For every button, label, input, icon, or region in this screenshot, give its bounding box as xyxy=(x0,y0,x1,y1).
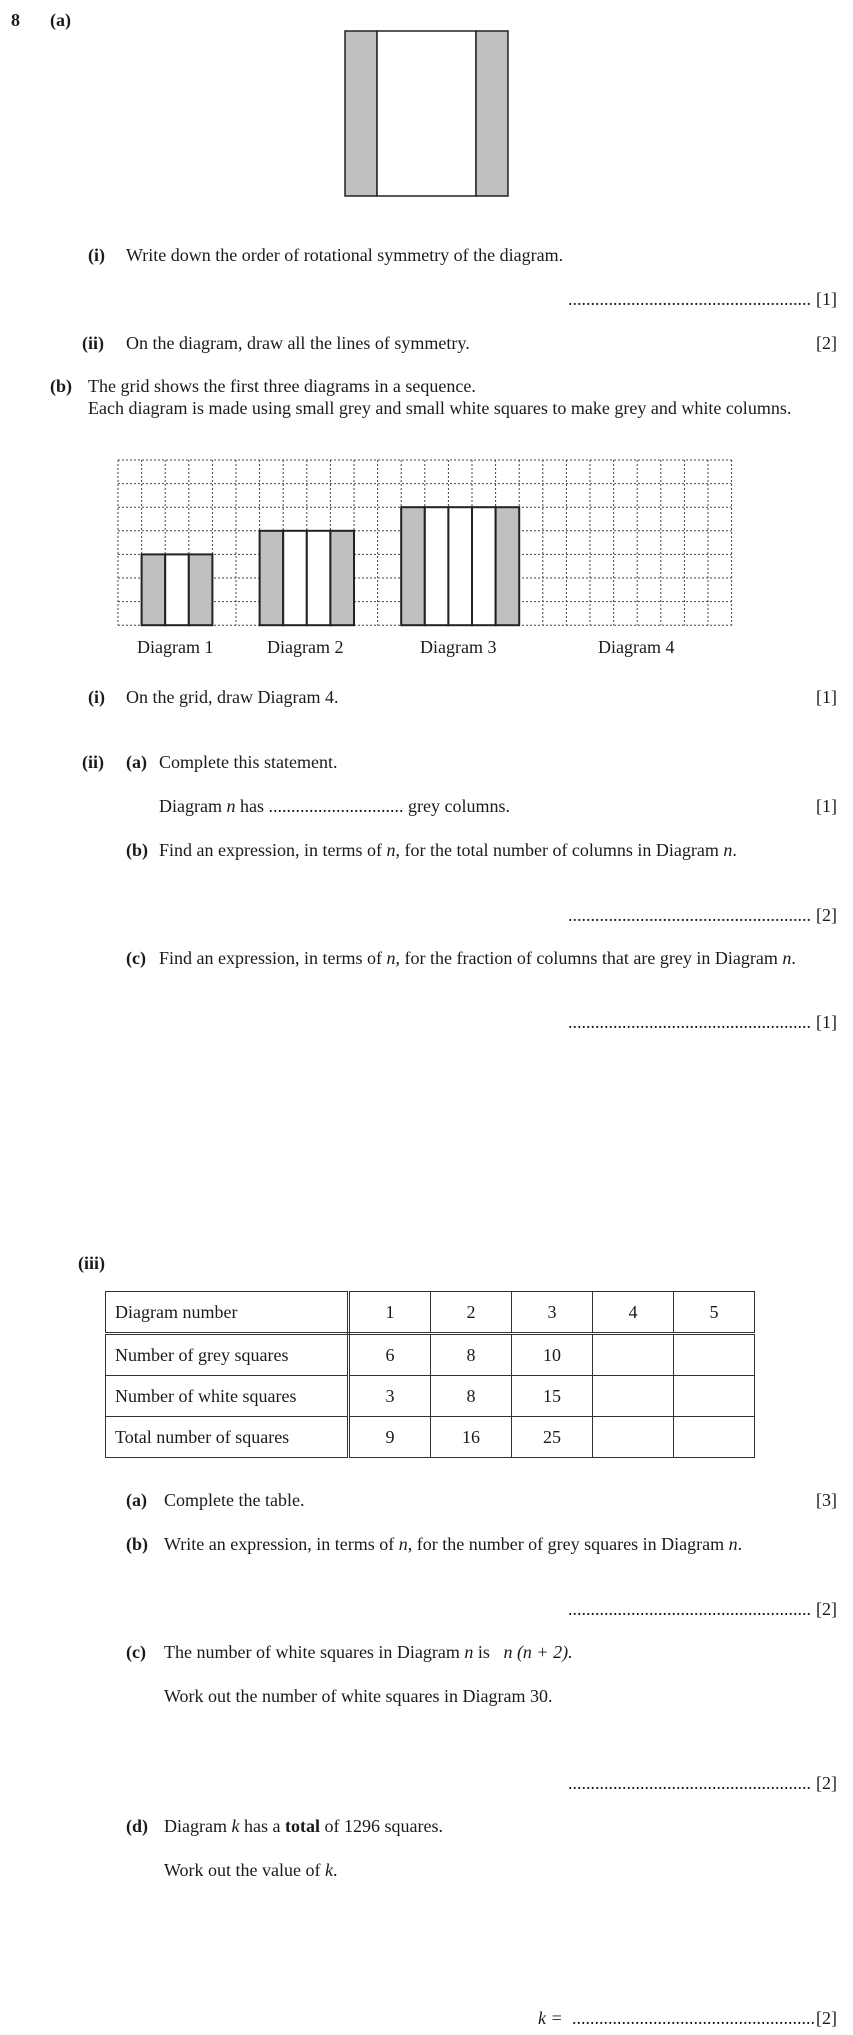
b-iii-d-text-2: Work out the value of k. xyxy=(164,1860,338,1880)
b-ii-a-marks: [1] xyxy=(816,796,837,816)
a-ii-text: On the diagram, draw all the lines of symmetry. xyxy=(126,333,470,353)
table-cell: 9 xyxy=(349,1417,431,1458)
b-iii-b-answer-line[interactable]: ...................................................... xyxy=(568,1599,811,1619)
part-b-label: (b) xyxy=(50,376,72,396)
table-cell-blank[interactable] xyxy=(593,1334,674,1376)
b-ii-b-label: (b) xyxy=(126,840,148,860)
a-ii-label: (ii) xyxy=(82,333,104,353)
b-iii-label: (iii) xyxy=(78,1253,105,1273)
table-cell-blank[interactable] xyxy=(593,1376,674,1417)
table-cell-blank[interactable] xyxy=(674,1376,755,1417)
b-ii-c-label: (c) xyxy=(126,948,146,968)
b-iii-b-text: Write an expression, in terms of n, for the number of grey squares in Diagram n. xyxy=(164,1534,743,1554)
b-ii-c-answer-line[interactable]: ...................................................... xyxy=(568,1012,811,1032)
statement-mid: has xyxy=(239,796,264,816)
statement-prefix: Diagram xyxy=(159,796,222,816)
table-header-cell: 1 xyxy=(349,1292,431,1334)
diagram-4-label: Diagram 4 xyxy=(598,637,675,657)
diagram-2-label: Diagram 2 xyxy=(267,637,344,657)
diagram-1-label: Diagram 1 xyxy=(137,637,214,657)
table-cell: 15 xyxy=(512,1376,593,1417)
table-header-cell: 4 xyxy=(593,1292,674,1334)
b-i-text: On the grid, draw Diagram 4. xyxy=(126,687,339,707)
table-header-label: Diagram number xyxy=(106,1292,349,1334)
table-cell: 25 xyxy=(512,1417,593,1458)
row-label-total: Total number of squares xyxy=(106,1417,349,1458)
diagram-2-column-grey xyxy=(260,531,284,625)
b-iii-c-marks: [2] xyxy=(816,1773,837,1793)
a-i-label: (i) xyxy=(88,245,105,265)
b-ii-b-answer-line[interactable]: ...................................................... xyxy=(568,905,811,925)
row-label-white: Number of white squares xyxy=(106,1376,349,1417)
diagram-3-column-white xyxy=(425,507,449,625)
a-i-marks: [1] xyxy=(816,289,837,309)
b-ii-c-marks: [1] xyxy=(816,1012,837,1032)
diagram-2-column-grey xyxy=(330,531,354,625)
b-ii-b-text: Find an expression, in terms of n, for the total number of columns in Diagram n. xyxy=(159,840,737,860)
b-iii-d-answer-line[interactable]: ...................................................... xyxy=(572,2008,815,2028)
b-iii-a-marks: [3] xyxy=(816,1490,837,1510)
a-ii-marks: [2] xyxy=(816,333,837,353)
b-ii-a-label: (a) xyxy=(126,752,147,772)
table-header-cell: 2 xyxy=(431,1292,512,1334)
table-cell: 8 xyxy=(431,1334,512,1376)
diagram-3-column-grey xyxy=(401,507,425,625)
a-i-answer-line[interactable]: ...................................................... xyxy=(568,289,811,309)
table-cell-blank[interactable] xyxy=(593,1417,674,1458)
table-cell: 10 xyxy=(512,1334,593,1376)
b-i-marks: [1] xyxy=(816,687,837,707)
table-cell-blank[interactable] xyxy=(674,1417,755,1458)
part-b-intro-1: The grid shows the first three diagrams in a sequence. xyxy=(88,376,476,396)
diagram-3-column-white xyxy=(448,507,472,625)
table-cell-blank[interactable] xyxy=(674,1334,755,1376)
b-iii-d-marks: [2] xyxy=(816,2008,837,2028)
b-iii-d-label: (d) xyxy=(126,1816,148,1836)
table-header-cell: 3 xyxy=(512,1292,593,1334)
diagram-3-column-grey xyxy=(496,507,520,625)
b-ii-c-text: Find an expression, in terms of n, for the fraction of columns that are grey in Diagram n. xyxy=(159,948,796,968)
statement-answer-dots[interactable]: .............................. xyxy=(268,796,404,816)
part-a-label: (a) xyxy=(50,10,71,30)
b-iii-b-label: (b) xyxy=(126,1534,148,1554)
b-ii-b-marks: [2] xyxy=(816,905,837,925)
table-row xyxy=(106,1417,755,1458)
diagram-3-label: Diagram 3 xyxy=(420,637,497,657)
diagram-1-column-grey xyxy=(189,554,213,625)
b-ii-label: (ii) xyxy=(82,752,104,772)
b-iii-c-text-2: Work out the number of white squares in Diagram 30. xyxy=(164,1686,553,1706)
b-iii-c-text: The number of white squares in Diagram n is n (n + 2). xyxy=(164,1642,573,1662)
statement-suffix: grey columns. xyxy=(407,796,510,816)
part-b-intro-2: Each diagram is made using small grey and small white squares to make grey and white columns. xyxy=(88,398,792,418)
table-cell: 8 xyxy=(431,1376,512,1417)
b-ii-a-statement xyxy=(159,797,510,815)
symmetry-diagram[interactable] xyxy=(344,30,510,198)
diagram-table xyxy=(105,1291,755,1458)
table-row xyxy=(106,1334,755,1376)
diagram-2-column-white xyxy=(307,531,331,625)
diagram-2-column-white xyxy=(283,531,307,625)
table-header-row xyxy=(106,1292,755,1334)
b-iii-b-marks: [2] xyxy=(816,1599,837,1619)
table-cell: 3 xyxy=(349,1376,431,1417)
diagram-1-column-white xyxy=(165,554,189,625)
b-iii-a-text: Complete the table. xyxy=(164,1490,305,1510)
left-grey-bar xyxy=(345,31,377,196)
b-i-label: (i) xyxy=(88,687,105,707)
a-i-text: Write down the order of rotational symmetry of the diagram. xyxy=(126,245,564,265)
statement-var: n xyxy=(226,796,236,816)
k-answer-prefix: k = xyxy=(538,2008,563,2028)
b-iii-a-label: (a) xyxy=(126,1490,147,1510)
right-grey-bar xyxy=(476,31,508,196)
table-header-cell: 5 xyxy=(674,1292,755,1334)
sequence-grid[interactable] xyxy=(117,459,737,629)
table-row xyxy=(106,1376,755,1417)
diagram-3-column-white xyxy=(472,507,496,625)
white-middle xyxy=(377,31,476,196)
formula: n (n + 2). xyxy=(503,1642,573,1662)
table-cell: 16 xyxy=(431,1417,512,1458)
b-ii-a-text: Complete this statement. xyxy=(159,752,338,772)
question-number: 8 xyxy=(11,10,20,30)
row-label-grey: Number of grey squares xyxy=(106,1334,349,1376)
b-iii-d-text: Diagram k has a total of 1296 squares. xyxy=(164,1816,443,1836)
table-cell: 6 xyxy=(349,1334,431,1376)
diagram-1-column-grey xyxy=(142,554,166,625)
b-iii-c-answer-line[interactable]: ...................................................... xyxy=(568,1773,811,1793)
b-iii-c-label: (c) xyxy=(126,1642,146,1662)
